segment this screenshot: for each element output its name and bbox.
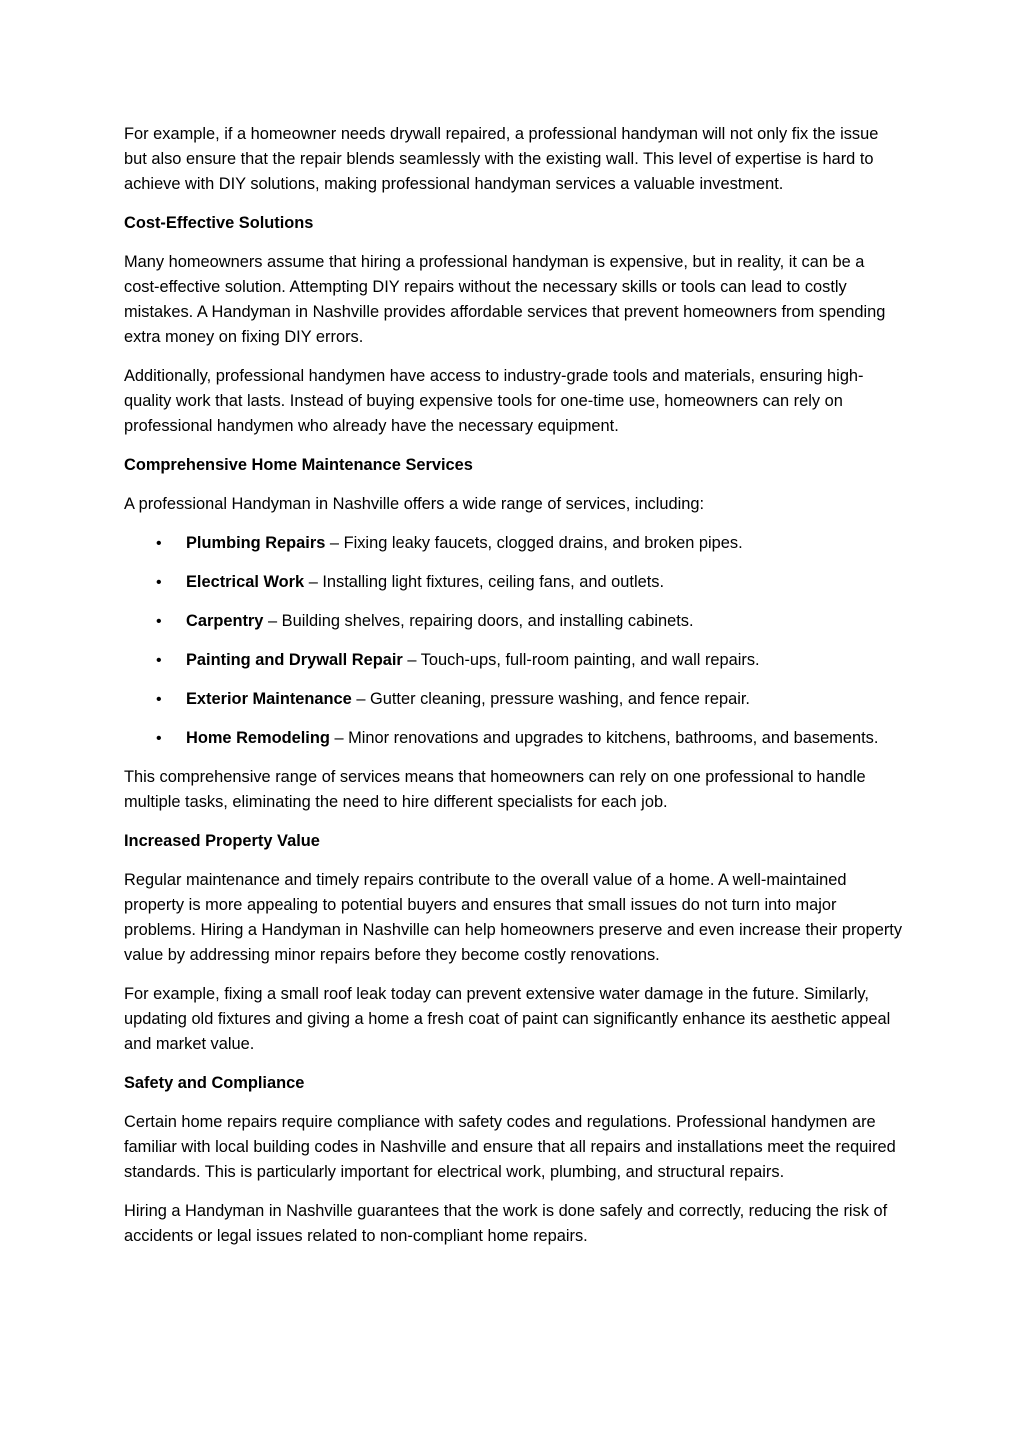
heading-property-value: Increased Property Value <box>124 832 320 850</box>
list-item <box>124 687 904 712</box>
paragraph: Certain home repairs require compliance with safety codes and regulations. Professional handymen are familiar with local building codes in Nashville and ensure that all repairs and installations meet the required standards. This is particularly important for electrical work, plumbing, and structural repairs. <box>124 1113 896 1181</box>
bullet-icon: • <box>156 613 162 630</box>
list-item <box>124 570 904 595</box>
service-desc: – Touch-ups, full-room painting, and wall repairs. <box>402 651 760 669</box>
bullet-icon: • <box>156 691 162 708</box>
service-term: Electrical Work <box>186 573 305 591</box>
bullet-icon: • <box>156 574 162 591</box>
bullet-icon: • <box>156 535 162 552</box>
intro-paragraph: For example, if a homeowner needs drywall repaired, a professional handyman will not only fix the issue but also ensure that the repair blends seamlessly with the existing wall. This level of expertise is hard to achieve with DIY solutions, making professional handyman services a valuable investment. <box>124 125 879 193</box>
service-term: Painting and Drywall Repair <box>186 651 403 669</box>
paragraph: For example, fixing a small roof leak today can prevent extensive water damage in the future. Similarly, updating old fixtures and giving a home a fresh coat of paint can significantly enhance its aesthetic appeal and market value. <box>124 985 891 1053</box>
service-term: Carpentry <box>186 612 264 630</box>
document-page <box>124 122 904 1263</box>
service-desc: – Installing light fixtures, ceiling fans, and outlets. <box>304 573 665 591</box>
list-item <box>124 609 904 634</box>
paragraph: Many homeowners assume that hiring a professional handyman is expensive, but in reality, it can be a cost-effective solution. Attempting DIY repairs without the necessary skills or tools can lead to costly mistakes. A Handyman in Nashville provides affordable services that prevent homeowners from spending extra money on fixing DIY errors. <box>124 253 886 346</box>
service-term: Exterior Maintenance <box>186 690 352 708</box>
service-term: Plumbing Repairs <box>186 534 326 552</box>
paragraph: Hiring a Handyman in Nashville guarantees that the work is done safely and correctly, reducing the risk of accidents or legal issues related to non-compliant home repairs. <box>124 1202 888 1245</box>
heading-cost-effective: Cost-Effective Solutions <box>124 214 314 232</box>
list-item <box>124 531 904 556</box>
service-desc: – Gutter cleaning, pressure washing, and fence repair. <box>351 690 750 708</box>
paragraph: Additionally, professional handymen have access to industry-grade tools and materials, ensuring high-quality work that lasts. Instead of buying expensive tools for one-time use, homeowners can rely on professional handymen who already have the necessary equipment. <box>124 367 864 435</box>
service-desc: – Building shelves, repairing doors, and installing cabinets. <box>263 612 694 630</box>
service-desc: – Fixing leaky faucets, clogged drains, and broken pipes. <box>325 534 743 552</box>
service-term: Home Remodeling <box>186 729 330 747</box>
services-closing: This comprehensive range of services means that homeowners can rely on one professional to handle multiple tasks, eliminating the need to hire different specialists for each job. <box>124 768 866 811</box>
list-item <box>124 726 904 751</box>
bullet-icon: • <box>156 652 162 669</box>
heading-safety: Safety and Compliance <box>124 1074 305 1092</box>
bullet-icon: • <box>156 730 162 747</box>
list-item <box>124 648 904 673</box>
service-desc: – Minor renovations and upgrades to kitchens, bathrooms, and basements. <box>329 729 879 747</box>
paragraph: Regular maintenance and timely repairs contribute to the overall value of a home. A well-maintained property is more appealing to potential buyers and ensures that small issues do not turn into major problems. Hiring a Handyman in Nashville can help homeowners preserve and even increase their property value by addressing minor repairs before they become costly renovations. <box>124 871 903 964</box>
services-lead: A professional Handyman in Nashville offers a wide range of services, including: <box>124 495 705 513</box>
services-list <box>124 531 904 751</box>
heading-comprehensive: Comprehensive Home Maintenance Services <box>124 456 473 474</box>
